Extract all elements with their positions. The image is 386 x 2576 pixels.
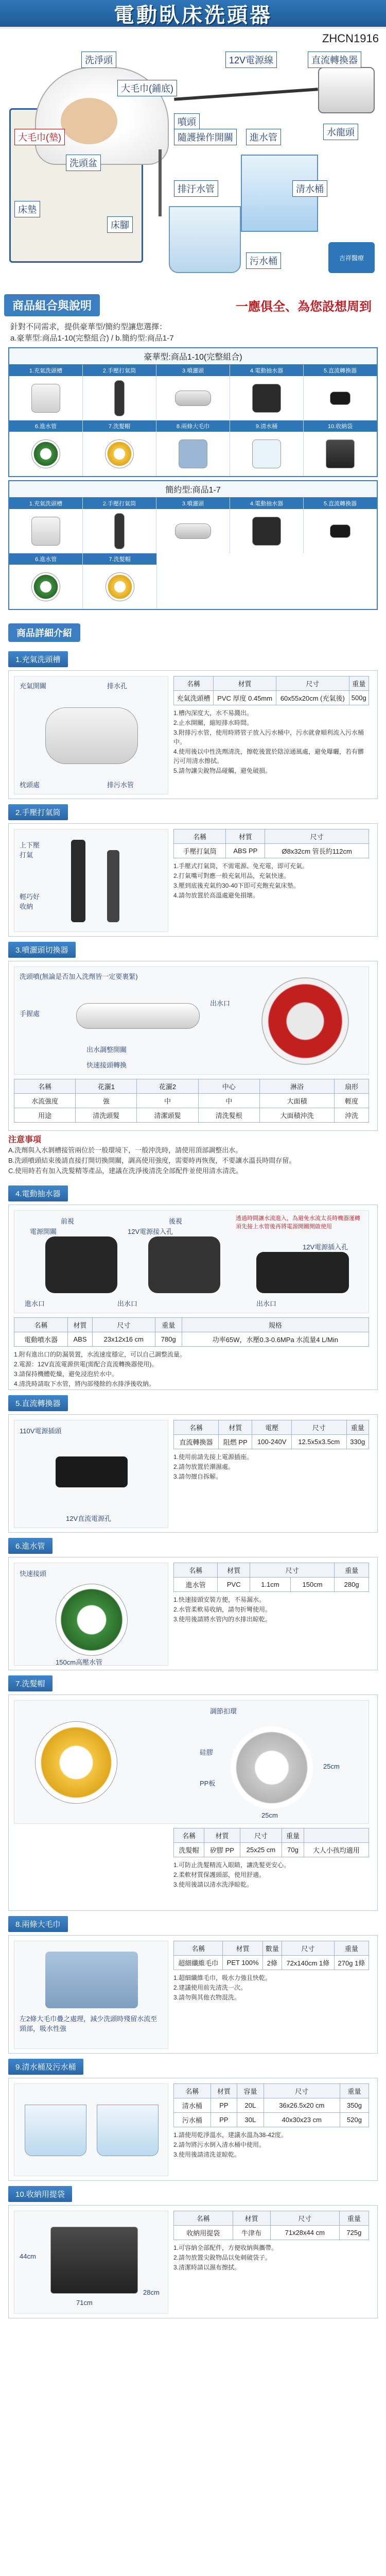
- hero-label-power: 12V電源線: [225, 52, 277, 68]
- item7-note: 硅膠: [200, 1749, 214, 1756]
- item5-features: 1.使用前請先接上電源插座。 2.請勿放置於潮濕處。 3.請勿擅自拆解。: [173, 1453, 253, 1480]
- item4-image: [14, 1210, 369, 1313]
- option-cell: [156, 420, 230, 476]
- combo-intro: [10, 321, 376, 344]
- towel-icon: [179, 439, 207, 468]
- adapter-icon: [330, 392, 350, 405]
- item5-section: [8, 1414, 378, 1533]
- item3-section: [8, 961, 378, 1131]
- item5-info: [173, 1420, 369, 1482]
- item3-note: 快速接頭轉換: [86, 1061, 127, 1069]
- warning-title: 注意事項: [8, 1136, 42, 1144]
- item7-section: [8, 1694, 378, 1911]
- towel-icon: [45, 1952, 138, 2008]
- shampoo-cap-icon: [105, 439, 134, 468]
- option-label: 2.手壓打氣筒: [83, 365, 156, 376]
- item6-features: 1.快速接頭安裝方便，不易漏水。 2.水管柔軟易收納，請勿折彎使用。 3.使用後請將水管內的水排出晾乾。: [173, 1596, 272, 1623]
- sprayer-icon: [175, 391, 211, 406]
- item10-header: 10.收納用提袋: [8, 2186, 72, 2202]
- item8-image: [14, 1941, 168, 2049]
- item3-note: 出水調整開關: [86, 1046, 127, 1054]
- item2-note: 輕巧好收納: [20, 893, 40, 910]
- water-pump-icon: [252, 517, 281, 546]
- bag-icon: [50, 2227, 138, 2294]
- item1-note: 排污水管: [107, 781, 134, 789]
- item8-header: 8.兩條大毛巾: [8, 1916, 68, 1932]
- pump-icon: [114, 380, 125, 416]
- option-label: 6.進水管: [9, 553, 82, 565]
- deluxe-row-2: [9, 420, 377, 476]
- item8-note: 左2條大毛巾疊之處理，減少洗頭時殘留水流至頸部，吸水性強: [20, 2015, 157, 2032]
- item4-note: 進水口: [25, 1300, 45, 1308]
- option-label: 7.洗髮帽: [83, 553, 156, 565]
- item4-note: 12V電源插入孔: [303, 1243, 348, 1251]
- hose-coil-icon: [56, 1584, 128, 1656]
- hose-icon: [31, 439, 60, 468]
- item6-note: 快速接頭: [20, 1570, 47, 1578]
- option-cell: [304, 420, 377, 476]
- item3-note: 洗頭噴(無論是否加入洗劑皆一定要裹緊): [20, 973, 138, 980]
- hose-icon: [31, 572, 60, 601]
- option-label: 6.進水管: [9, 420, 82, 432]
- hand-pump-icon: [107, 850, 119, 922]
- option-cell: [83, 365, 156, 420]
- hero-label-wash: 洗淨頭: [81, 52, 116, 68]
- sprayer-icon: [76, 1003, 200, 1029]
- hero-label-drain: 排汙水管: [174, 180, 218, 197]
- item10-spec-table: 名稱 材質 尺寸 重量 收納用提袋 牛津布 71x28x44 cm 725g: [173, 2211, 369, 2240]
- nozzle-head-icon: [261, 977, 349, 1065]
- item4-caption: 透過時間讓水流進入，為避免水流太長時機器運轉須先接上水管後再將電源開關開啟使用: [236, 1215, 360, 1230]
- option-cell: [9, 498, 83, 553]
- combo-slogan: 一應俱全、為您設想周到: [236, 299, 372, 314]
- item6-info: [173, 1563, 369, 1624]
- hero-label-clean-tank: 清水桶: [292, 180, 327, 197]
- item4-note: 出水口: [256, 1300, 277, 1308]
- option-label: 7.洗髮帽: [83, 420, 156, 432]
- item7-note: 調節扣環: [210, 1707, 237, 1715]
- combo-heading: [4, 292, 382, 318]
- item10-note: 71cm: [76, 2299, 93, 2307]
- combo-intro-line: 針對不同需求，提供豪華型/簡約型讓您選擇：: [10, 323, 167, 331]
- pump-icon: [114, 513, 125, 549]
- water-pump-front-icon: [45, 1236, 117, 1293]
- item10-note: 44cm: [20, 2252, 36, 2260]
- option-cell: [304, 365, 377, 420]
- waste-bucket-shape: [169, 206, 241, 273]
- hero-label-inlet: 進水管: [246, 129, 281, 145]
- deluxe-options-box: [8, 347, 378, 477]
- simple-row-2: [9, 553, 377, 609]
- item1-note: 充氣開關: [20, 682, 47, 690]
- bucket-icon: [252, 439, 281, 468]
- item5-header: 5.直流轉換器: [8, 1395, 68, 1411]
- item4-spec-table: 名稱 材質 尺寸 重量 規格 電動噴水器 ABS 23x12x16 cm 780g 功率65W，水壓0.3-0.6MPa 水流量4 L/Min: [14, 1317, 369, 1347]
- water-pump-back-icon: [148, 1236, 220, 1293]
- item6-spec-table: 名稱 材質 尺寸 重量 進水管 PVC 1.1cm 150cm 280g: [173, 1563, 369, 1592]
- item1-info: [173, 676, 369, 776]
- bag-icon: [326, 439, 355, 468]
- shampoo-cap-diagram-icon: [231, 1726, 313, 1809]
- warning-line: C.使用時若有加入洗髮精等產品，建議在洗淨後清洗全部配件並使用清水清洗。: [8, 1167, 243, 1175]
- adapter-icon: [330, 524, 350, 538]
- item4-note: 前視: [61, 1217, 75, 1225]
- item10-section: [8, 2205, 378, 2318]
- warning-box: [8, 1135, 378, 1176]
- item2-features: 1.手壓式打氣筒，不需電源、免充電，即可充氣。 2.打氣嘴可對應一般充氣用品，充氣快速。 3.壓到底後充氣約30-40下即可充飽充氣床墊。 4.請勿放置於高溫處避免損壞。: [173, 862, 309, 899]
- hero-label-towel: 大毛巾(墊): [14, 129, 65, 145]
- item2-section: [8, 823, 378, 937]
- hero-label-tap: 水龍頭: [323, 124, 358, 140]
- option-label: 10.收納袋: [304, 420, 377, 432]
- item6-note: 150cm高壓水管: [56, 1658, 103, 1666]
- item9-features: 1.請使用乾淨溫水，建議水溫為38-42度。 2.請勿將污水倒入清水桶中使用。 3.使用後請清洗並晾乾。: [173, 2131, 287, 2158]
- warning-line: B.洗頭噴頭結束後請直接打開切換開關，調高使用強度，需要時再恢復，不要讓水溫長時間存留。: [8, 1157, 296, 1164]
- option-label: 4.電動抽水器: [230, 365, 303, 376]
- hero-label-valve: 隨護操作開關: [174, 129, 237, 145]
- item9-spec-table: 名稱 材質 容量 尺寸 重量 清水桶 PP 20L 36x26.5x20 cm 350g 污水桶 PP 30L 40x30x23 cm 520g: [173, 2083, 369, 2127]
- hero-illustration: [4, 46, 382, 289]
- hero-label-bedpad: 床墊: [14, 201, 40, 217]
- item8-features: 1.超細纖維毛巾，吸水力強且快乾。 2.建議使用前先清洗一次。 3.請勿與其他衣物混洗。: [173, 1974, 272, 2001]
- item8-spec-table: 名稱 材質 數量 尺寸 重量 超細纖維毛巾 PET 100% 2條 72x140cm 1條 270g 1條: [173, 1941, 369, 1970]
- item10-image: [14, 2211, 168, 2314]
- option-cell-empty: [157, 553, 377, 609]
- option-cell: [9, 420, 83, 476]
- option-label: 1.充氣洗頭槽: [9, 365, 82, 376]
- item7-features: 1.可防止洗髮精流入眼睛，讓洗髮更安心。 2.柔軟材質保護頭部，使用舒適。 3.使用後請以清水洗淨晾乾。: [173, 1861, 290, 1888]
- deluxe-title: 豪華型:商品1-10(完整組合): [9, 348, 377, 365]
- item3-note: 手握處: [20, 1010, 40, 1018]
- item4-note: 後視: [169, 1217, 183, 1225]
- brand-logo: 吉祥醫療: [328, 242, 375, 273]
- option-cell: [83, 498, 156, 553]
- item7-note: 25cm: [323, 1762, 340, 1770]
- option-cell: [9, 553, 83, 609]
- item5-spec-table: 名稱 材質 電壓 尺寸 重量 直流轉換器 阻燃 PP 100-240V 12.5x5x3.5cm 330g: [173, 1420, 369, 1449]
- item6-section: [8, 1557, 378, 1670]
- item3-image: [14, 967, 369, 1075]
- item5-image: [14, 1420, 168, 1528]
- item10-info: [173, 2211, 369, 2273]
- item8-section: [8, 1935, 378, 2054]
- option-label: 5.直流轉換器: [304, 498, 377, 509]
- option-label: 4.電動抽水器: [230, 498, 303, 509]
- option-cell: [304, 498, 377, 553]
- hero-label-converter: 直流轉換器: [308, 52, 361, 68]
- hand-pump-icon: [71, 840, 85, 922]
- drain-hose-line: [159, 149, 162, 216]
- item7-note: 25cm: [261, 1811, 278, 1819]
- item1-note: 排水孔: [107, 682, 128, 690]
- item7-info: [173, 1828, 369, 1890]
- item10-features: 1.可容納全部配件，方便收納與攜帶。 2.請勿放置尖銳物品以免刺破袋子。 3.清潔時請以濕布擦拭。: [173, 2244, 278, 2271]
- deluxe-row-1: [9, 365, 377, 420]
- combo-options-line: a.豪華型:商品1-10(完整組合) / b.簡約型:商品1-7: [10, 334, 174, 343]
- hero-label-basin: 洗頭盆: [66, 155, 101, 171]
- item2-info: [173, 829, 369, 901]
- item1-section: [8, 670, 378, 799]
- item7-spec-table: 名稱 材質 尺寸 重量 洗髮帽 矽膠 PP 25x25 cm 70g 大人小孩均適用: [173, 1828, 369, 1857]
- model-number: ZHCN1916: [322, 32, 379, 45]
- item6-image: [14, 1563, 168, 1666]
- item1-image: [14, 676, 168, 794]
- basin-icon: [31, 384, 60, 413]
- combo-tag: 商品組合與說明: [4, 294, 100, 316]
- water-pump-side-icon: [256, 1252, 349, 1293]
- option-label: 3.噴灑頭: [156, 498, 230, 509]
- item3-header: 3.噴灑頭切換器: [8, 942, 76, 958]
- option-label: 8.兩條大毛巾: [156, 420, 230, 432]
- item1-spec-table: 名稱 材質 尺寸 重量 充氣洗頭槽 PVC 厚度 0.45mm 60x55x20cm (充氣後) 500g: [173, 676, 369, 705]
- item9-image: [14, 2083, 168, 2176]
- item3-info: [14, 1079, 369, 1123]
- item1-header: 1.充氣洗頭槽: [8, 651, 68, 667]
- shampoo-cap-icon: [35, 1721, 117, 1804]
- page-title: 電動臥床洗頭器: [114, 4, 272, 27]
- item2-header: 2.手壓打氣筒: [8, 804, 68, 820]
- detail-tag: 商品詳細介紹: [8, 623, 80, 642]
- option-label: 9.清水桶: [230, 420, 303, 432]
- waste-bucket-icon: [97, 2105, 159, 2156]
- warning-line: A.洗劑與入水剝槽接管兩位於一般環境下，一般沖洗時，請使用頂部調整出水。: [8, 1146, 242, 1154]
- basin-icon: [45, 707, 138, 764]
- item7-note: PP板: [200, 1780, 216, 1787]
- basin-icon: [31, 517, 60, 546]
- option-label: 2.手壓打氣筒: [83, 498, 156, 509]
- simple-title: 簡約型:商品1-7: [9, 481, 377, 498]
- option-cell: [230, 420, 304, 476]
- item4-info: [14, 1317, 369, 1389]
- option-cell: [83, 420, 156, 476]
- item4-section: [8, 1205, 378, 1390]
- simple-row-1: [9, 498, 377, 553]
- hero-label-waste: 污水桶: [246, 252, 281, 269]
- option-label: 1.充氣洗頭槽: [9, 498, 82, 509]
- item2-image: [14, 829, 168, 932]
- item4-features: 1.附有進出口的防漏裝置，水流速度穩定，可以自己調整流量。 2.電源：12V直流電源供電(需配合直流轉換器使用)。 3.請保持機體乾燥，避免浸泡於水中。 4.清洗時請取下水管，將內部殘餘的水排淨後收納。: [14, 1351, 186, 1387]
- page-header: [0, 0, 386, 29]
- item7-image: [14, 1700, 369, 1824]
- simple-options-box: [8, 480, 378, 610]
- hero-label-jet: 噴頭: [174, 113, 200, 130]
- item4-note: 出水口: [117, 1300, 138, 1308]
- item3-note: 出水口: [210, 999, 231, 1007]
- item7-header: 7.洗髮帽: [8, 1675, 52, 1691]
- option-cell: [9, 365, 83, 420]
- item5-note: 12V直流電源孔: [66, 1515, 112, 1522]
- item9-header: 9.清水桶及污水桶: [8, 2059, 83, 2075]
- item4-header: 4.電動抽水器: [8, 1185, 68, 1201]
- option-label: 3.噴灑頭: [156, 365, 230, 376]
- item1-note: 枕頭處: [20, 781, 40, 789]
- item9-section: [8, 2078, 378, 2181]
- item5-note: 110V電源插頭: [20, 1427, 62, 1435]
- hero-label-bed: 床腳: [107, 216, 133, 233]
- item2-spec-table: 名稱 材質 尺寸 手壓打氣筒 ABS PP Ø8x32cm 管長約112cm: [173, 829, 369, 858]
- sprayer-icon: [175, 523, 211, 539]
- item2-note: 上下壓打氣: [20, 841, 40, 859]
- adapter-icon: [56, 1456, 128, 1487]
- item4-note: 電源開關: [30, 1228, 57, 1235]
- option-label: 5.直流轉換器: [304, 365, 377, 376]
- shampoo-cap-icon: [106, 572, 134, 601]
- item3-spec-table: 名稱 花灑1 花灑2 中心 淋浴 扇形 水流強度 強 中 中 大面積 輕度 用途 清洗頭髮 清潔頭髮 清洗髮根 大面積沖洗 沖洗: [14, 1079, 369, 1123]
- option-cell: [230, 365, 304, 420]
- clean-bucket-icon: [25, 2105, 86, 2156]
- person-head-shape: [61, 98, 117, 144]
- pump-shape: [318, 67, 375, 113]
- item8-info: [173, 1941, 369, 2003]
- item6-header: 6.進水管: [8, 1538, 52, 1554]
- hero-label-bedrest: 大毛巾(鋪底): [117, 80, 177, 96]
- hose-line: [174, 88, 318, 101]
- option-cell: [156, 498, 230, 553]
- option-cell: [156, 365, 230, 420]
- item10-note: 28cm: [143, 2289, 160, 2296]
- option-cell: [83, 553, 156, 609]
- item9-info: [173, 2083, 369, 2160]
- water-pump-icon: [252, 384, 281, 413]
- option-cell: [230, 498, 304, 553]
- item4-note: 12V電源接入孔: [128, 1228, 173, 1235]
- item1-features: 1.槽內深度大，水不易濺出。 2.止水開關，縮短排水時間。 3.附排污水管，使用時將管子放入污水桶中，污水就會順利流入污水桶中。 4.使用後以中性洗劑清洗，擦乾後置於陰涼通風處，避免曝曬，若有髒污可用清水擦拭。 5.請勿讓尖銳物品碰觸，避免破損。: [173, 709, 364, 774]
